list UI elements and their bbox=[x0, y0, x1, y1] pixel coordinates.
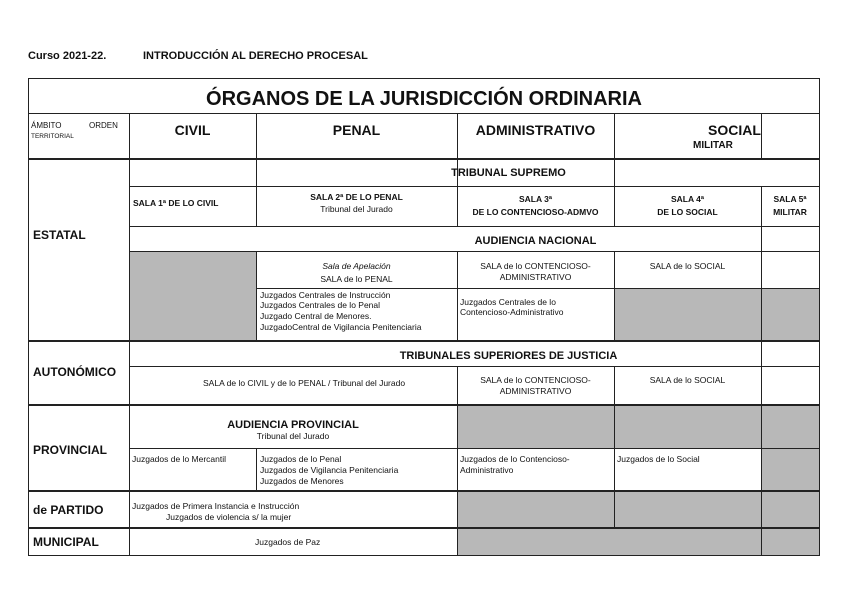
divider bbox=[29, 527, 819, 529]
tsj-civil-penal: SALA de lo CIVIL y de lo PENAL / Tribunal del Jurado bbox=[203, 378, 406, 388]
prov-contencioso-sub: Administrativo bbox=[460, 465, 514, 475]
municipal-paz: Juzgados de Paz bbox=[255, 537, 321, 547]
jc-instruccion: Juzgados Centrales de Instrucción bbox=[260, 290, 391, 300]
divider bbox=[761, 226, 762, 555]
column-header-militar: MILITAR bbox=[693, 140, 733, 151]
prov-penal: Juzgados de lo Penal bbox=[260, 454, 342, 464]
divider bbox=[614, 490, 615, 527]
course-label: Curso 2021-22. bbox=[28, 50, 107, 62]
tribunal-supremo-heading: TRIBUNAL SUPREMO bbox=[451, 167, 566, 179]
prov-contencioso: Juzgados de lo Contencioso- bbox=[460, 454, 570, 464]
an-sala-contencioso-sub: ADMINISTRATIVO bbox=[499, 272, 572, 282]
divider bbox=[129, 186, 819, 187]
audiencia-provincial-jurado: Tribunal del Jurado bbox=[256, 431, 330, 441]
ts-sala-3-sub: DE LO CONTENCIOSO-ADMVO bbox=[472, 207, 599, 217]
an-sala-penal: SALA de lo PENAL bbox=[320, 274, 393, 284]
divider bbox=[761, 186, 762, 226]
ts-sala-4-sub: DE LO SOCIAL bbox=[657, 207, 718, 217]
divider bbox=[457, 186, 458, 226]
jc-menores: Juzgado Central de Menores. bbox=[260, 311, 372, 321]
column-header-social: SOCIAL bbox=[708, 122, 761, 138]
level-municipal: MUNICIPAL bbox=[33, 535, 99, 549]
ts-sala-2-jurado: Tribunal del Jurado bbox=[320, 204, 393, 214]
column-header-administrativo: ADMINISTRATIVO bbox=[475, 122, 596, 138]
divider bbox=[29, 340, 819, 342]
divider bbox=[29, 404, 819, 406]
prov-vigilancia: Juzgados de Vigilancia Penitenciaria bbox=[260, 465, 399, 475]
shaded-cell-partido-admin bbox=[457, 492, 761, 528]
shaded-cell-an-militar-lower bbox=[761, 288, 819, 340]
audiencia-provincial-heading: AUDIENCIA PROVINCIAL bbox=[227, 419, 359, 431]
level-estatal: ESTATAL bbox=[33, 228, 86, 242]
ts-sala-1: SALA 1ª DE LO CIVIL bbox=[133, 198, 219, 208]
divider bbox=[129, 113, 130, 555]
shaded-cell-partido-militar bbox=[761, 492, 819, 528]
divider bbox=[29, 113, 819, 114]
prov-menores: Juzgados de Menores bbox=[260, 476, 344, 486]
corner-ambito: ÁMBITO bbox=[31, 121, 62, 130]
shaded-cell-an-social-lower bbox=[614, 288, 761, 340]
tsj-contencioso-sub: ADMINISTRATIVO bbox=[499, 386, 572, 396]
divider bbox=[256, 288, 819, 289]
ts-sala-4: SALA 4ª bbox=[670, 194, 705, 204]
an-sala-social: SALA de lo SOCIAL bbox=[649, 261, 726, 271]
divider bbox=[256, 448, 257, 490]
table-title: ÓRGANOS DE LA JURISDICCIÓN ORDINARIA bbox=[206, 88, 642, 110]
column-header-penal: PENAL bbox=[332, 122, 381, 138]
divider bbox=[129, 366, 819, 367]
level-autonomico: AUTONÓMICO bbox=[33, 365, 117, 379]
level-provincial: PROVINCIAL bbox=[33, 443, 108, 457]
shaded-cell-prov-admin bbox=[457, 406, 614, 449]
audiencia-nacional-heading: AUDIENCIA NACIONAL bbox=[474, 235, 597, 247]
ts-sala-5: SALA 5ª bbox=[773, 194, 807, 204]
ts-sala-5-sub: MILITAR bbox=[773, 207, 807, 217]
corner-territorial: TERRITORIAL bbox=[31, 133, 74, 140]
divider bbox=[29, 158, 819, 160]
divider bbox=[129, 448, 819, 449]
jc-contencioso-sub: Contencioso-Administrativo bbox=[460, 307, 564, 317]
tsj-social: SALA de lo SOCIAL bbox=[649, 375, 726, 385]
level-partido: de PARTIDO bbox=[33, 503, 104, 517]
divider bbox=[129, 251, 819, 252]
course-title: INTRODUCCIÓN AL DERECHO PROCESAL bbox=[143, 50, 368, 62]
divider bbox=[29, 490, 819, 492]
jc-penal: Juzgados Centrales de lo Penal bbox=[260, 300, 381, 310]
ts-sala-3: SALA 3ª bbox=[518, 194, 553, 204]
shaded-cell-an-civil bbox=[129, 252, 256, 340]
partido-primera-instancia: Juzgados de Primera Instancia e Instrucción bbox=[132, 501, 300, 511]
divider bbox=[761, 113, 762, 158]
an-sala-apelacion: Sala de Apelación bbox=[322, 261, 391, 271]
tsj-contencioso: SALA de lo CONTENCIOSO- bbox=[480, 375, 591, 385]
ts-sala-2: SALA 2ª DE LO PENAL bbox=[310, 192, 403, 202]
an-sala-contencioso: SALA de lo CONTENCIOSO- bbox=[480, 261, 591, 271]
shaded-cell-prov-social bbox=[614, 406, 761, 449]
prov-mercantil: Juzgados de lo Mercantil bbox=[132, 454, 227, 464]
jc-vigilancia: JuzgadoCentral de Vigilancia Penitenciaria bbox=[260, 322, 422, 332]
prov-social: Juzgados de lo Social bbox=[617, 454, 700, 464]
document-header bbox=[28, 50, 368, 62]
tsj-heading: TRIBUNALES SUPERIORES DE JUSTICIA bbox=[399, 350, 618, 362]
partido-violencia: Juzgados de violencia s/ la mujer bbox=[166, 512, 292, 522]
divider bbox=[614, 186, 615, 226]
divider bbox=[457, 404, 458, 555]
jc-contencioso: Juzgados Centrales de lo bbox=[460, 297, 556, 307]
divider bbox=[129, 226, 819, 227]
corner-orden: ORDEN bbox=[89, 121, 118, 130]
divider bbox=[614, 404, 615, 490]
column-header-civil: CIVIL bbox=[174, 122, 211, 138]
shaded-cell-municipal-right bbox=[457, 529, 819, 555]
